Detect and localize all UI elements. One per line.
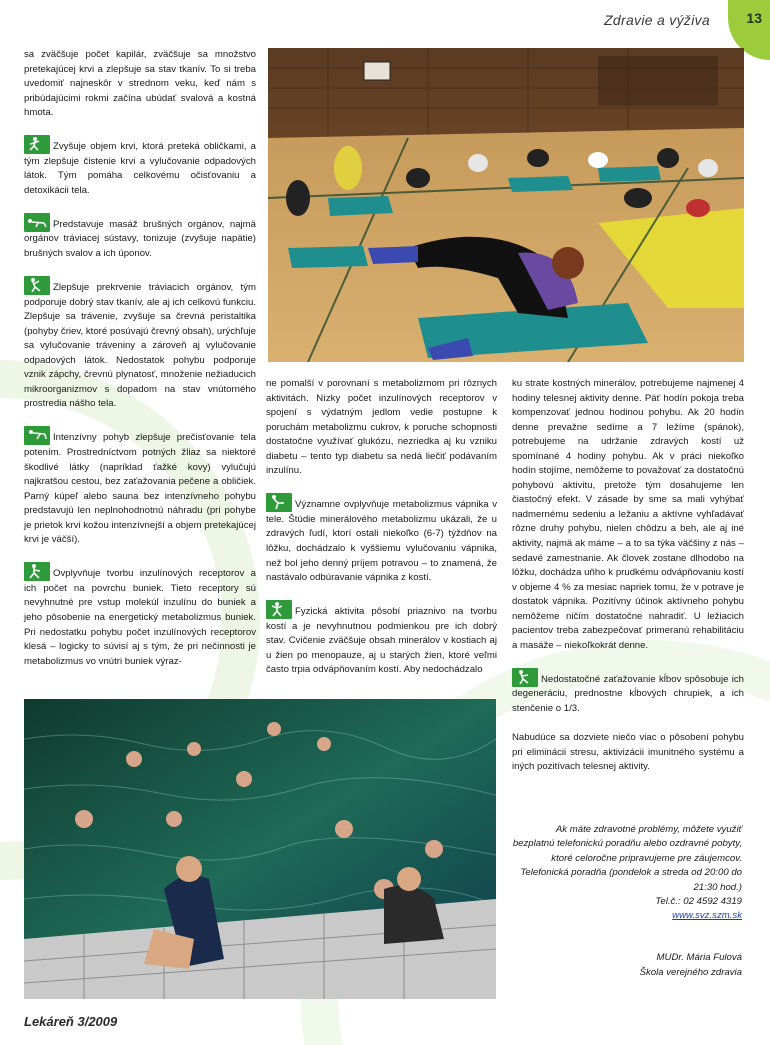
paragraph-text: Zvyšuje objem krvi, ktorá preteká obličkami, a tým zlepšuje čistenie krvi a vylučovanie odpadových látok. Tým pomáha celkovému očisťovaniu a detoxikácii tela. [24,141,256,196]
phone-number: Tel.č.: 02 4592 4319 [655,896,742,908]
paragraph [24,135,256,198]
website-link[interactable]: www.svz.szm.sk [672,910,742,922]
paragraph-text: Fyzická aktivita pôsobí priaznivo na tvorbu kostí a je nevyhnutnou podmienkou pre ich dobrý stav. Cvičenie zväčšuje obsah minerálov v kostiach aj u žien po menopauze, aj u starých žien, ktoré veľmi často trpia odvápňovaním kostí. Aby nedochádzalo [266,606,497,676]
paragraph: ku strate kostných minerálov, potrebujeme najmenej 4 hodiny telesnej aktivity denne. Päť hodín pokoja treba kompenzovať jednou hodinou pohybu. Ak 20 hodín denne prevažne sedíme a 7 ležíme (spánok), potrebujeme na udržanie zdravých kostí už spomínané 4 hodiny pohybu. Ak v práci niekoľko hodín stojíme, nemôžeme to považovať za dostatočnú pohybovú aktivitu, pretože tým dosahujeme len čiastočný efekt. V zásade by sme sa mali vyhýbať nadmernému sedeniu a ležaniu a aktívne vyhľadávať rôzne druhy pohybu, nielen chôdzu a beh, ale aj iné aktivity, najmä ak máme – a to sa týka väčšiny z nás – sedavé zamestnanie. Ak človek zostane dlhodobo na lôžku, dochádza uňho k prudkému odvápňovaniu kostí v objeme 4 % za mesiac napriek tomu, že v potrave je dostatok vápnika. Pozitívny účinok aktívneho pohybu nemôžeme ničím dostatočne nahradiť. U ležiacich pacientov treba zabezpečovať primeranú rehabilitáciu a masáže – niekoľkokrát denne. [512,378,744,651]
paragraph [24,276,256,412]
page-number: 13 [746,10,762,26]
paragraph [24,562,256,669]
exercise-figure-icon [266,493,292,512]
note-text: Ak máte zdravotné problémy, môžete využiť bezplatnú telefonickú poradňu alebo ozdravné pobyty, ktoré celoročne pripravujeme pre záujemcov. [512,824,742,864]
pool-exercise-photo [24,699,496,999]
paragraph: Nabudúce sa dozviete niečo viac o pôsobení pohybu pri eliminácii stresu, aktivizácii imunitného systému a iných pozitívach telesnej aktivity. [512,732,744,773]
author-name: MUDr. Mária Fulová [656,952,742,963]
author-organization: Škola verejného zdravia [639,967,742,978]
author-signature [512,950,742,980]
exercise-figure-icon [24,426,50,445]
exercise-figure-icon [512,668,538,687]
paragraph [512,668,744,717]
paragraph-text: Významne ovplyvňuje metabolizmus vápnika v tele. Štúdie minerálového metabolizmu ukázali, že u zdravých ľudí, ktorí ostali niekoľko (6-7) týždňov na lôžku, dochádzalo k vyššiemu vylučovaniu vápnika, než bol jeho denný príjem potravou – to znamená, že nastávalo odbúravanie vápnika z kostí. [266,499,497,584]
exercise-figure-icon [266,600,292,619]
gym-exercise-photo [268,48,744,362]
paragraph: sa zväčšuje počet kapilár, zväčšuje sa množstvo pretekajúcej krvi a zlepšuje sa stav tkanív. To si treba uvedomiť najneskôr v strednom veku, keď nám s pribúdajúcimi rokmi začína ubúdať svalová a kostná hmota. [24,49,256,119]
paragraph [266,600,497,678]
note-text: Telefonická poradňa (pondelok a streda od 20:00 do 21:30 hod.) [520,867,742,893]
paragraph-text: Intenzívny pohyb zlepšuje prečisťovanie tela potením. Prostredníctvom potných žliaz sa niektoré škodlivé látky (napríklad ťažké kovy) vylučujú najkratšou cestou, bez zaťažovania pečene a obličiek. Parný kúpeľ alebo sauna bez intenzívneho pohybu predstavujú len neplnohodnotnú náhradu (pri pohybe je prietok krvi kožou intenzívnejší a objem pretekajúcej krvi je väčší). [24,432,256,546]
article-column-1 [24,48,256,669]
paragraph-text: Zlepšuje prekrvenie tráviacich orgánov, tým podporuje dobrý stav tkanív, ale aj ich celkovú funkciu. Zlepšuje sa trávenie, zvyšuje sa črevná peristaltika (pohyby čriev, ktoré posúvajú črevný obsah), urýchľuje sa vylučovanie tráveniny a zároveň aj vylučovanie odpadových látok. Nedostatok pohybu podporuje vznik zápchy, črevnú plynatosť, množenie nežiaducich mikroorganizmov s dopadom na stav vnútorného prostredia nášho tela. [24,282,256,410]
paragraph [266,493,497,585]
article-column-3 [512,377,744,775]
paragraph: ne pomalší v porovnaní s metabolizmom pri rôznych aktivitách. Nízky počet inzulínových receptorov v spojení s výdatným jedlom vedie postupne k poruchám metabolizmu cukrov, k poruche schopnosti dostatočne využívať glukózu, nezriedka aj ku vzniku diabetu – tento typ diabetu sa nedá liečiť podávaním inzulínu. [266,378,497,477]
paragraph-text: Predstavuje masáž brušných orgánov, najmä orgánov tráviacej sústavy, tonizuje (zvyšuje napätie) brušných svalov a ich úponov. [24,218,256,260]
paragraph [24,213,256,262]
exercise-figure-icon [24,213,50,232]
publication-issue: Lekáreň 3/2009 [24,1014,118,1029]
exercise-figure-icon [24,562,50,581]
contact-note [512,823,742,924]
exercise-figure-icon [24,276,50,295]
paragraph [24,426,256,547]
article-column-2 [266,377,497,678]
section-title: Zdravie a výživa [604,12,710,28]
exercise-figure-icon [24,135,50,154]
paragraph-text: Nedostatočné zaťažovanie kĺbov spôsobuje ich degeneráciu, prednostne kĺbových chrupiek, a ich stenčenie o 1/3. [512,673,744,714]
paragraph-text: Ovplyvňuje tvorbu inzulínových receptorov a ich počet na povrchu buniek. Tieto receptory sú nevyhnutné pre vstup molekúl inzulínu do buniek a jeho pôsobenie na energetický metabolizmus buniek. Pri nedostatku pohybu počet inzulínových receptorov klesá – logicky to súvisí aj s tým, že pri nečinnosti je metabolizmus vo vnútri buniek výraz- [24,568,256,667]
